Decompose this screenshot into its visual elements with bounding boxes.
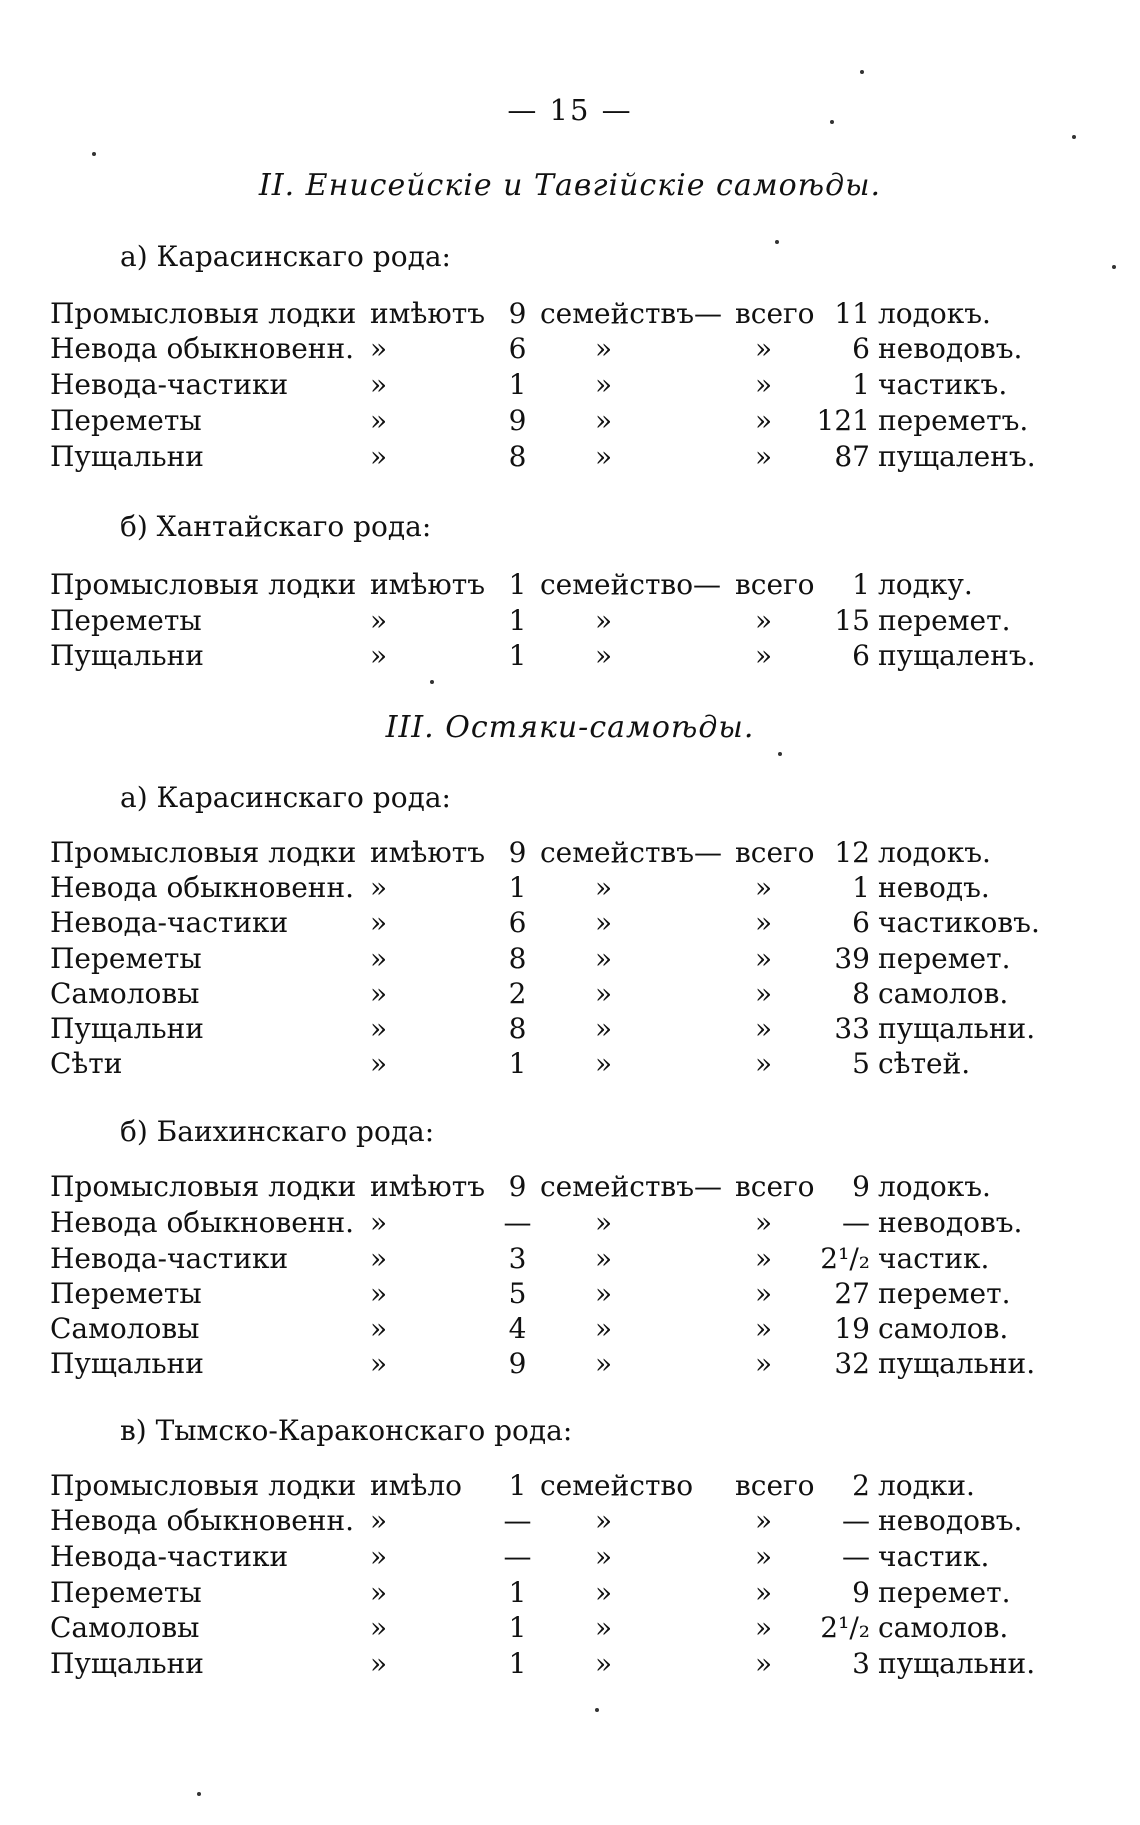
verb-cell: » [370,440,388,473]
unit-label: частикъ. [878,368,1008,401]
verb-cell: » [370,1047,388,1080]
unit-label: пущальни. [878,1647,1036,1680]
verb-cell: » [370,1647,388,1680]
total-label: всего [735,568,815,601]
scan-speck [775,240,779,244]
families-label: » [595,404,613,437]
subsection-title: а) Карасинскаго рода: [120,781,451,814]
families-label: семействъ— [540,1170,723,1203]
total-count: 33 [834,1012,870,1045]
families-label: семействъ— [540,836,723,869]
total-label: » [755,1504,773,1537]
families-count: 1 [508,604,527,637]
unit-label: самолов. [878,1611,1009,1644]
families-count: — [503,1504,532,1537]
total-count: 2 [852,1469,870,1502]
total-count: 9 [852,1170,870,1203]
verb-cell: имѣютъ [370,297,486,330]
total-count: 8 [852,977,870,1010]
total-count: 19 [834,1312,870,1345]
families-count: — [503,1206,532,1239]
verb-cell: » [370,1242,388,1275]
verb-cell: имѣютъ [370,568,486,601]
unit-label: пущаленъ. [878,639,1036,672]
total-label: » [755,1242,773,1275]
table-row [0,403,1140,439]
unit-label: частик. [878,1242,990,1275]
verb-cell: » [370,1540,388,1573]
verb-cell: » [370,404,388,437]
total-label: » [755,332,773,365]
families-count: 8 [508,1012,527,1045]
verb-cell: » [370,639,388,672]
total-count: 121 [816,404,870,437]
unit-label: перемет. [878,604,1011,637]
total-count: 9 [852,1576,870,1609]
verb-cell: » [370,368,388,401]
table-row [0,835,1140,871]
families-label: семейство [540,1469,694,1502]
families-label: » [595,1312,613,1345]
families-count: 1 [508,1469,527,1502]
families-label: » [595,332,613,365]
verb-cell: » [370,1206,388,1239]
unit-label: лодку. [878,568,973,601]
total-count: 2¹/₂ [820,1611,870,1644]
total-count: 1 [852,368,870,401]
total-count: 39 [834,942,870,975]
table-row [0,638,1140,674]
table-row [0,976,1140,1012]
table-row [0,1575,1140,1611]
item-name: Невода-частики [50,1242,289,1275]
total-label: » [755,1540,773,1573]
verb-cell: » [370,1576,388,1609]
verb-cell: имѣло [370,1469,462,1502]
item-name: Переметы [50,604,202,637]
verb-cell: » [370,604,388,637]
families-count: 9 [508,404,527,437]
total-count: 11 [834,297,870,330]
total-count: 3 [852,1647,870,1680]
scan-speck [197,1792,201,1796]
total-label: » [755,1206,773,1239]
unit-label: неводовъ. [878,1206,1023,1239]
total-label: » [755,1647,773,1680]
subsection-title: в) Тымско-Караконскаго рода: [120,1414,573,1447]
total-label: » [755,906,773,939]
scan-speck [1112,265,1116,269]
table-row [0,1646,1140,1682]
item-name: Переметы [50,404,202,437]
verb-cell: » [370,332,388,365]
families-count: 1 [508,368,527,401]
families-label: » [595,1047,613,1080]
unit-label: сѣтей. [878,1047,971,1080]
families-count: 3 [508,1242,527,1275]
families-count: 8 [508,440,527,473]
verb-cell: » [370,906,388,939]
total-label: » [755,639,773,672]
total-count: — [842,1504,870,1537]
families-label: » [595,604,613,637]
families-count: 1 [508,1047,527,1080]
item-name: Невода обыкновенн. [50,871,355,904]
families-label: » [595,977,613,1010]
unit-label: перемет. [878,1277,1011,1310]
families-count: 9 [508,1170,527,1203]
families-label: » [595,1611,613,1644]
families-label: » [595,942,613,975]
table-row [0,905,1140,941]
table-row [0,1311,1140,1347]
item-name: Промысловыя лодки [50,1469,357,1502]
scan-speck [830,120,834,124]
table-row [0,331,1140,367]
section-title: II. Енисейскіе и Тавгійскіе самоѣды. [258,168,882,203]
total-count: — [842,1206,870,1239]
verb-cell: » [370,1611,388,1644]
total-label: » [755,871,773,904]
table-row [0,1610,1140,1646]
families-count: 9 [508,836,527,869]
total-count: 6 [852,332,870,365]
total-label: » [755,1012,773,1045]
verb-cell: » [370,1012,388,1045]
verb-cell: » [370,1277,388,1310]
families-count: 1 [508,1611,527,1644]
families-label: » [595,639,613,672]
item-name: Самоловы [50,1312,200,1345]
table-row [0,439,1140,475]
item-name: Переметы [50,942,202,975]
unit-label: пущальни. [878,1012,1036,1045]
total-count: 27 [834,1277,870,1310]
item-name: Промысловыя лодки [50,568,357,601]
table-row [0,296,1140,332]
families-label: » [595,1540,613,1573]
table-row [0,1276,1140,1312]
scan-speck [860,70,864,74]
verb-cell: » [370,977,388,1010]
total-label: » [755,1047,773,1080]
total-label: » [755,1611,773,1644]
total-count: 5 [852,1047,870,1080]
scan-speck [595,1708,599,1712]
verb-cell: » [370,1347,388,1380]
total-count: 32 [834,1347,870,1380]
item-name: Невода обыкновенн. [50,332,355,365]
total-label: » [755,440,773,473]
subsection-title: б) Хантайскаго рода: [120,510,432,543]
families-label: » [595,1012,613,1045]
section-title: III. Остяки-самоѣды. [385,710,755,745]
families-label: » [595,1647,613,1680]
families-count: 5 [508,1277,527,1310]
scan-speck [778,752,782,756]
total-label: » [755,942,773,975]
item-name: Самоловы [50,977,200,1010]
unit-label: лодокъ. [878,836,991,869]
families-label: » [595,1347,613,1380]
unit-label: неводъ. [878,871,990,904]
total-count: 1 [852,568,870,601]
table-row [0,870,1140,906]
verb-cell: » [370,942,388,975]
families-count: 1 [508,1576,527,1609]
table-row [0,1205,1140,1241]
families-count: 6 [508,332,527,365]
families-count: 9 [508,1347,527,1380]
total-count: 12 [834,836,870,869]
total-label: всего [735,836,815,869]
item-name: Переметы [50,1576,202,1609]
table-row [0,603,1140,639]
table-row [0,1241,1140,1277]
item-name: Пущальни [50,1347,204,1380]
families-count: 4 [508,1312,527,1345]
total-label: всего [735,1469,815,1502]
families-label: семействъ— [540,297,723,330]
item-name: Промысловыя лодки [50,297,357,330]
unit-label: самолов. [878,977,1009,1010]
item-name: Пущальни [50,1647,204,1680]
total-label: всего [735,1170,815,1203]
families-label: » [595,368,613,401]
unit-label: лодокъ. [878,1170,991,1203]
item-name: Невода обыкновенн. [50,1206,355,1239]
item-name: Переметы [50,1277,202,1310]
families-label: » [595,1277,613,1310]
item-name: Невода-частики [50,368,289,401]
table-row [0,367,1140,403]
verb-cell: имѣютъ [370,1170,486,1203]
families-count: — [503,1540,532,1573]
item-name: Пущальни [50,639,204,672]
families-count: 1 [508,1647,527,1680]
families-label: семейство— [540,568,722,601]
total-count: — [842,1540,870,1573]
item-name: Самоловы [50,1611,200,1644]
unit-label: неводовъ. [878,332,1023,365]
total-label: » [755,1312,773,1345]
total-count: 6 [852,906,870,939]
total-label: » [755,368,773,401]
families-count: 6 [508,906,527,939]
scan-speck [92,152,96,156]
unit-label: частик. [878,1540,990,1573]
item-name: Промысловыя лодки [50,1170,357,1203]
page-number: — 15 — [507,93,633,127]
total-count: 87 [834,440,870,473]
unit-label: переметъ. [878,404,1029,437]
families-count: 2 [508,977,527,1010]
total-label: » [755,1576,773,1609]
item-name: Пущальни [50,440,204,473]
unit-label: пущаленъ. [878,440,1036,473]
verb-cell: » [370,1504,388,1537]
scan-speck [430,680,434,684]
unit-label: пущальни. [878,1347,1036,1380]
families-count: 1 [508,871,527,904]
unit-label: перемет. [878,942,1011,975]
table-row [0,1468,1140,1504]
table-row [0,1503,1140,1539]
total-count: 15 [834,604,870,637]
unit-label: лодокъ. [878,297,991,330]
families-label: » [595,440,613,473]
table-row [0,1169,1140,1205]
families-label: » [595,1576,613,1609]
table-row [0,1011,1140,1047]
subsection-title: б) Баихинскаго рода: [120,1115,435,1148]
families-label: » [595,906,613,939]
table-row [0,1539,1140,1575]
families-label: » [595,871,613,904]
item-name: Сѣти [50,1047,123,1080]
item-name: Пущальни [50,1012,204,1045]
total-label: » [755,604,773,637]
unit-label: самолов. [878,1312,1009,1345]
total-label: » [755,1277,773,1310]
families-count: 1 [508,639,527,672]
total-count: 1 [852,871,870,904]
table-row [0,941,1140,977]
total-count: 6 [852,639,870,672]
families-label: » [595,1504,613,1537]
item-name: Невода-частики [50,906,289,939]
families-label: » [595,1242,613,1275]
unit-label: лодки. [878,1469,975,1502]
verb-cell: » [370,1312,388,1345]
verb-cell: » [370,871,388,904]
item-name: Невода обыкновенн. [50,1504,355,1537]
total-label: » [755,404,773,437]
table-row [0,1346,1140,1382]
item-name: Промысловыя лодки [50,836,357,869]
total-label: » [755,977,773,1010]
families-label: » [595,1206,613,1239]
table-row [0,567,1140,603]
subsection-title: а) Карасинскаго рода: [120,240,451,273]
families-count: 8 [508,942,527,975]
families-count: 1 [508,568,527,601]
total-label: всего [735,297,815,330]
unit-label: перемет. [878,1576,1011,1609]
families-count: 9 [508,297,527,330]
unit-label: неводовъ. [878,1504,1023,1537]
total-label: » [755,1347,773,1380]
unit-label: частиковъ. [878,906,1040,939]
table-row [0,1046,1140,1082]
item-name: Невода-частики [50,1540,289,1573]
scan-speck [1072,135,1076,139]
total-count: 2¹/₂ [820,1242,870,1275]
verb-cell: имѣютъ [370,836,486,869]
